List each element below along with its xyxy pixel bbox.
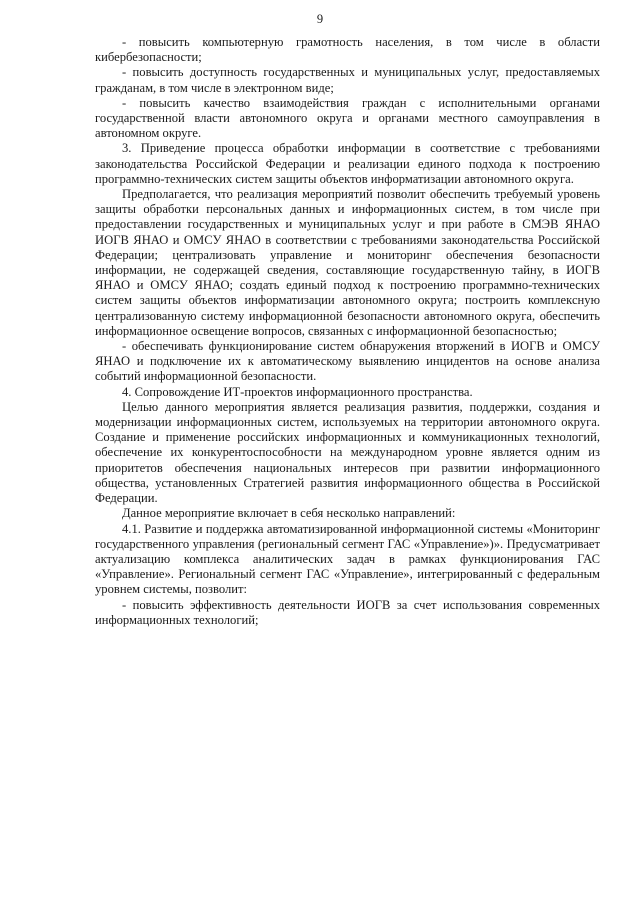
- paragraph-expected-results: Предполагается, что реализация мероприятий позволит обеспечить требуемый уровень защиты обработки персональных данных и информационных систем, в том числе при предоставлении государственных и муниципальных услуг и при работе в СМЭВ ЯНАО ИОГВ ЯНАО и ОМСУ ЯНАО в соответствии с требованиями законодательства Российской Федерации; централизовать управление и мониторинг обеспечения безопасности информации, не содержащей сведения, составляющие государственную тайну, в ИОГВ ЯНАО и ОМСУ ЯНАО; создать единый подход к построению программно-технических систем защиты объектов информатизации автономного округа; построить комплексную централизованную систему информационной безопасности автономного округа, обеспечить информационное освещение вопросов, связанных с информационной безопасностью;: [95, 187, 600, 338]
- paragraph-bullet-intrusion-detection: - обеспечивать функционирование систем обнаружения вторжений в ИОГВ и ОМСУ ЯНАО и подключение их к автоматическому выявлению инцидентов на основе анализа событий информационной безопасности.: [95, 339, 600, 384]
- page-number: 9: [316, 12, 324, 26]
- paragraph-bullet-interaction-quality: - повысить качество взаимодействия граждан с исполнительными органами государственной власти автономного округа и органами местного самоуправления в автономном округе.: [95, 95, 600, 141]
- paragraph-goal: Целью данного мероприятия является реализация развития, поддержки, создания и модернизации информационных систем, используемых на территории автономного округа. Создание и применение российских информационных и коммуникационных технологий, обеспечение их конкурентоспособности на международном уровне является одним из приоритетов обеспечения национальных интересов при развитии информационного общества, установленных Стратегией развития информационного общества в Российской Федерации.: [95, 399, 600, 506]
- paragraph-directions-intro: Данное мероприятие включает в себя несколько направлений:: [122, 506, 456, 521]
- paragraph-item-4: 4. Сопровождение ИТ-проектов информационного пространства.: [122, 384, 473, 399]
- paragraph-bullet-efficiency: - повысить эффективность деятельности ИОГВ за счет использования современных информационных технологий;: [95, 597, 600, 627]
- paragraph-bullet-service-availability: - повысить доступность государственных и муниципальных услуг, предоставляемых гражданам, в том числе в электронном виде;: [95, 65, 600, 95]
- paragraph-bullet-computer-literacy: - повысить компьютерную грамотность населения, в том числе в области кибербезопасности;: [95, 35, 600, 65]
- paragraph-item-4-1: 4.1. Развитие и поддержка автоматизированной информационной системы «Мониторинг государственного управления (региональный сегмент ГАС «Управление»)». Предусматривает актуализацию комплекса аналитических задач в рамках функционирования ГАС «Управление». Региональный сегмент ГАС «Управление», интегрированный с федеральным уровнем системы, позволит:: [95, 521, 600, 597]
- document-body: [95, 35, 600, 628]
- paragraph-item-3: 3. Приведение процесса обработки информации в соответствие с требованиями законодательства Российской Федерации и реализации единого подхода к построению программно-технических систем защиты объектов информатизации автономного округа.: [95, 141, 600, 186]
